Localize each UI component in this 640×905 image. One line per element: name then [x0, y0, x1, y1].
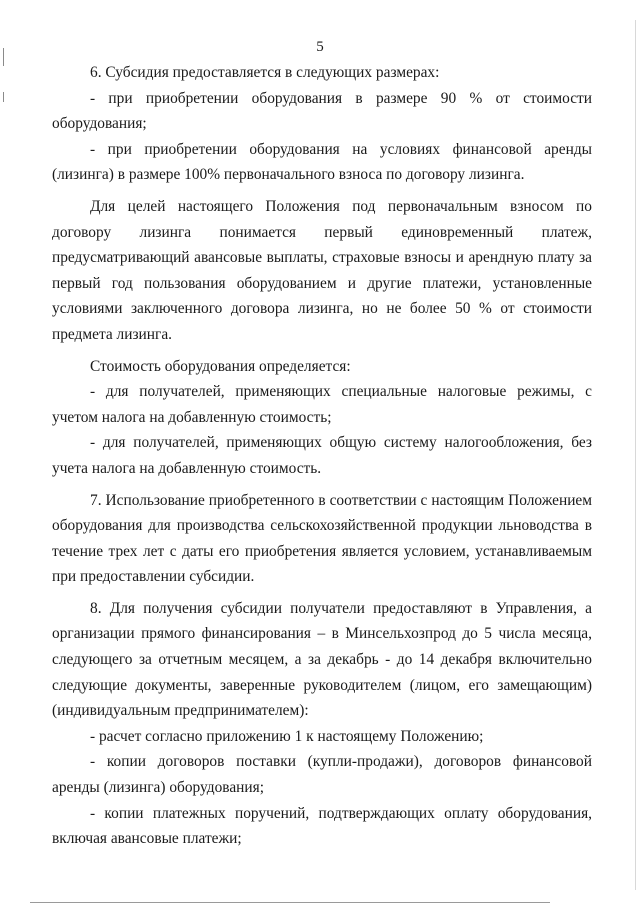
- paragraph: - для получателей, применяющих специальные налоговые режимы, с учетом налога на добавленную стоимость;: [52, 383, 592, 426]
- paragraph: 6. Субсидия предоставляется в следующих размерах:: [90, 64, 440, 81]
- paragraph: 7. Использование приобретенного в соответствии с настоящим Положением оборудования для производства сельскохозяйственной продукции льноводства в течение трех лет с даты его приобретения является условием, устанавливаемым при предоставлении субсидии.: [52, 491, 592, 586]
- paragraph: - при приобретении оборудования в размере 90 % от стоимости оборудования;: [52, 89, 592, 133]
- paragraph: - копии платежных поручений, подтверждающих оплату оборудования, включая авансовые платежи;: [52, 804, 592, 848]
- paragraph: Стоимость оборудования определяется:: [90, 357, 351, 375]
- paragraph: - для получателей, применяющих общую систему налогообложения, без учета налога на добавленную стоимость.: [52, 434, 592, 477]
- page-number: 5: [316, 39, 324, 55]
- scan-bottom-line: [30, 902, 550, 903]
- paragraph: 8. Для получения субсидии получатели предоставляют в Управления, а организации прямого финансирования – в Минсельхозпрод до 5 числа месяца, следующего за отчетным месяцем, а за декабрь - до 14 декабря включительно следующие документы, заверенные руководителем (лицом, его замещающим) (индивидуальным предпринимателем):: [52, 599, 592, 720]
- document-body: [52, 60, 592, 852]
- scan-edge-mark: [635, 20, 636, 890]
- scan-edge-mark: [3, 48, 4, 66]
- paragraph: - копии договоров поставки (купли-продажи), договоров финансовой аренды (лизинга) оборудования;: [52, 753, 592, 797]
- paragraph: - при приобретении оборудования на условиях финансовой аренды (лизинга) в размере 100% первоначального взноса по договору лизинга.: [52, 140, 592, 184]
- scan-edge-mark: [3, 92, 4, 102]
- paragraph: Для целей настоящего Положения под первоначальным взносом по договору лизинга понимается первый единовременный платеж, предусматривающий авансовые выплаты, страховые взносы и арендную плату за первый год пользования оборудованием и другие платежи, установленные условиями заключенного договора лизинга, но не более 50 % от стоимости предмета лизинга.: [52, 197, 592, 343]
- paragraph: - расчет согласно приложению 1 к настоящему Положению;: [90, 727, 484, 745]
